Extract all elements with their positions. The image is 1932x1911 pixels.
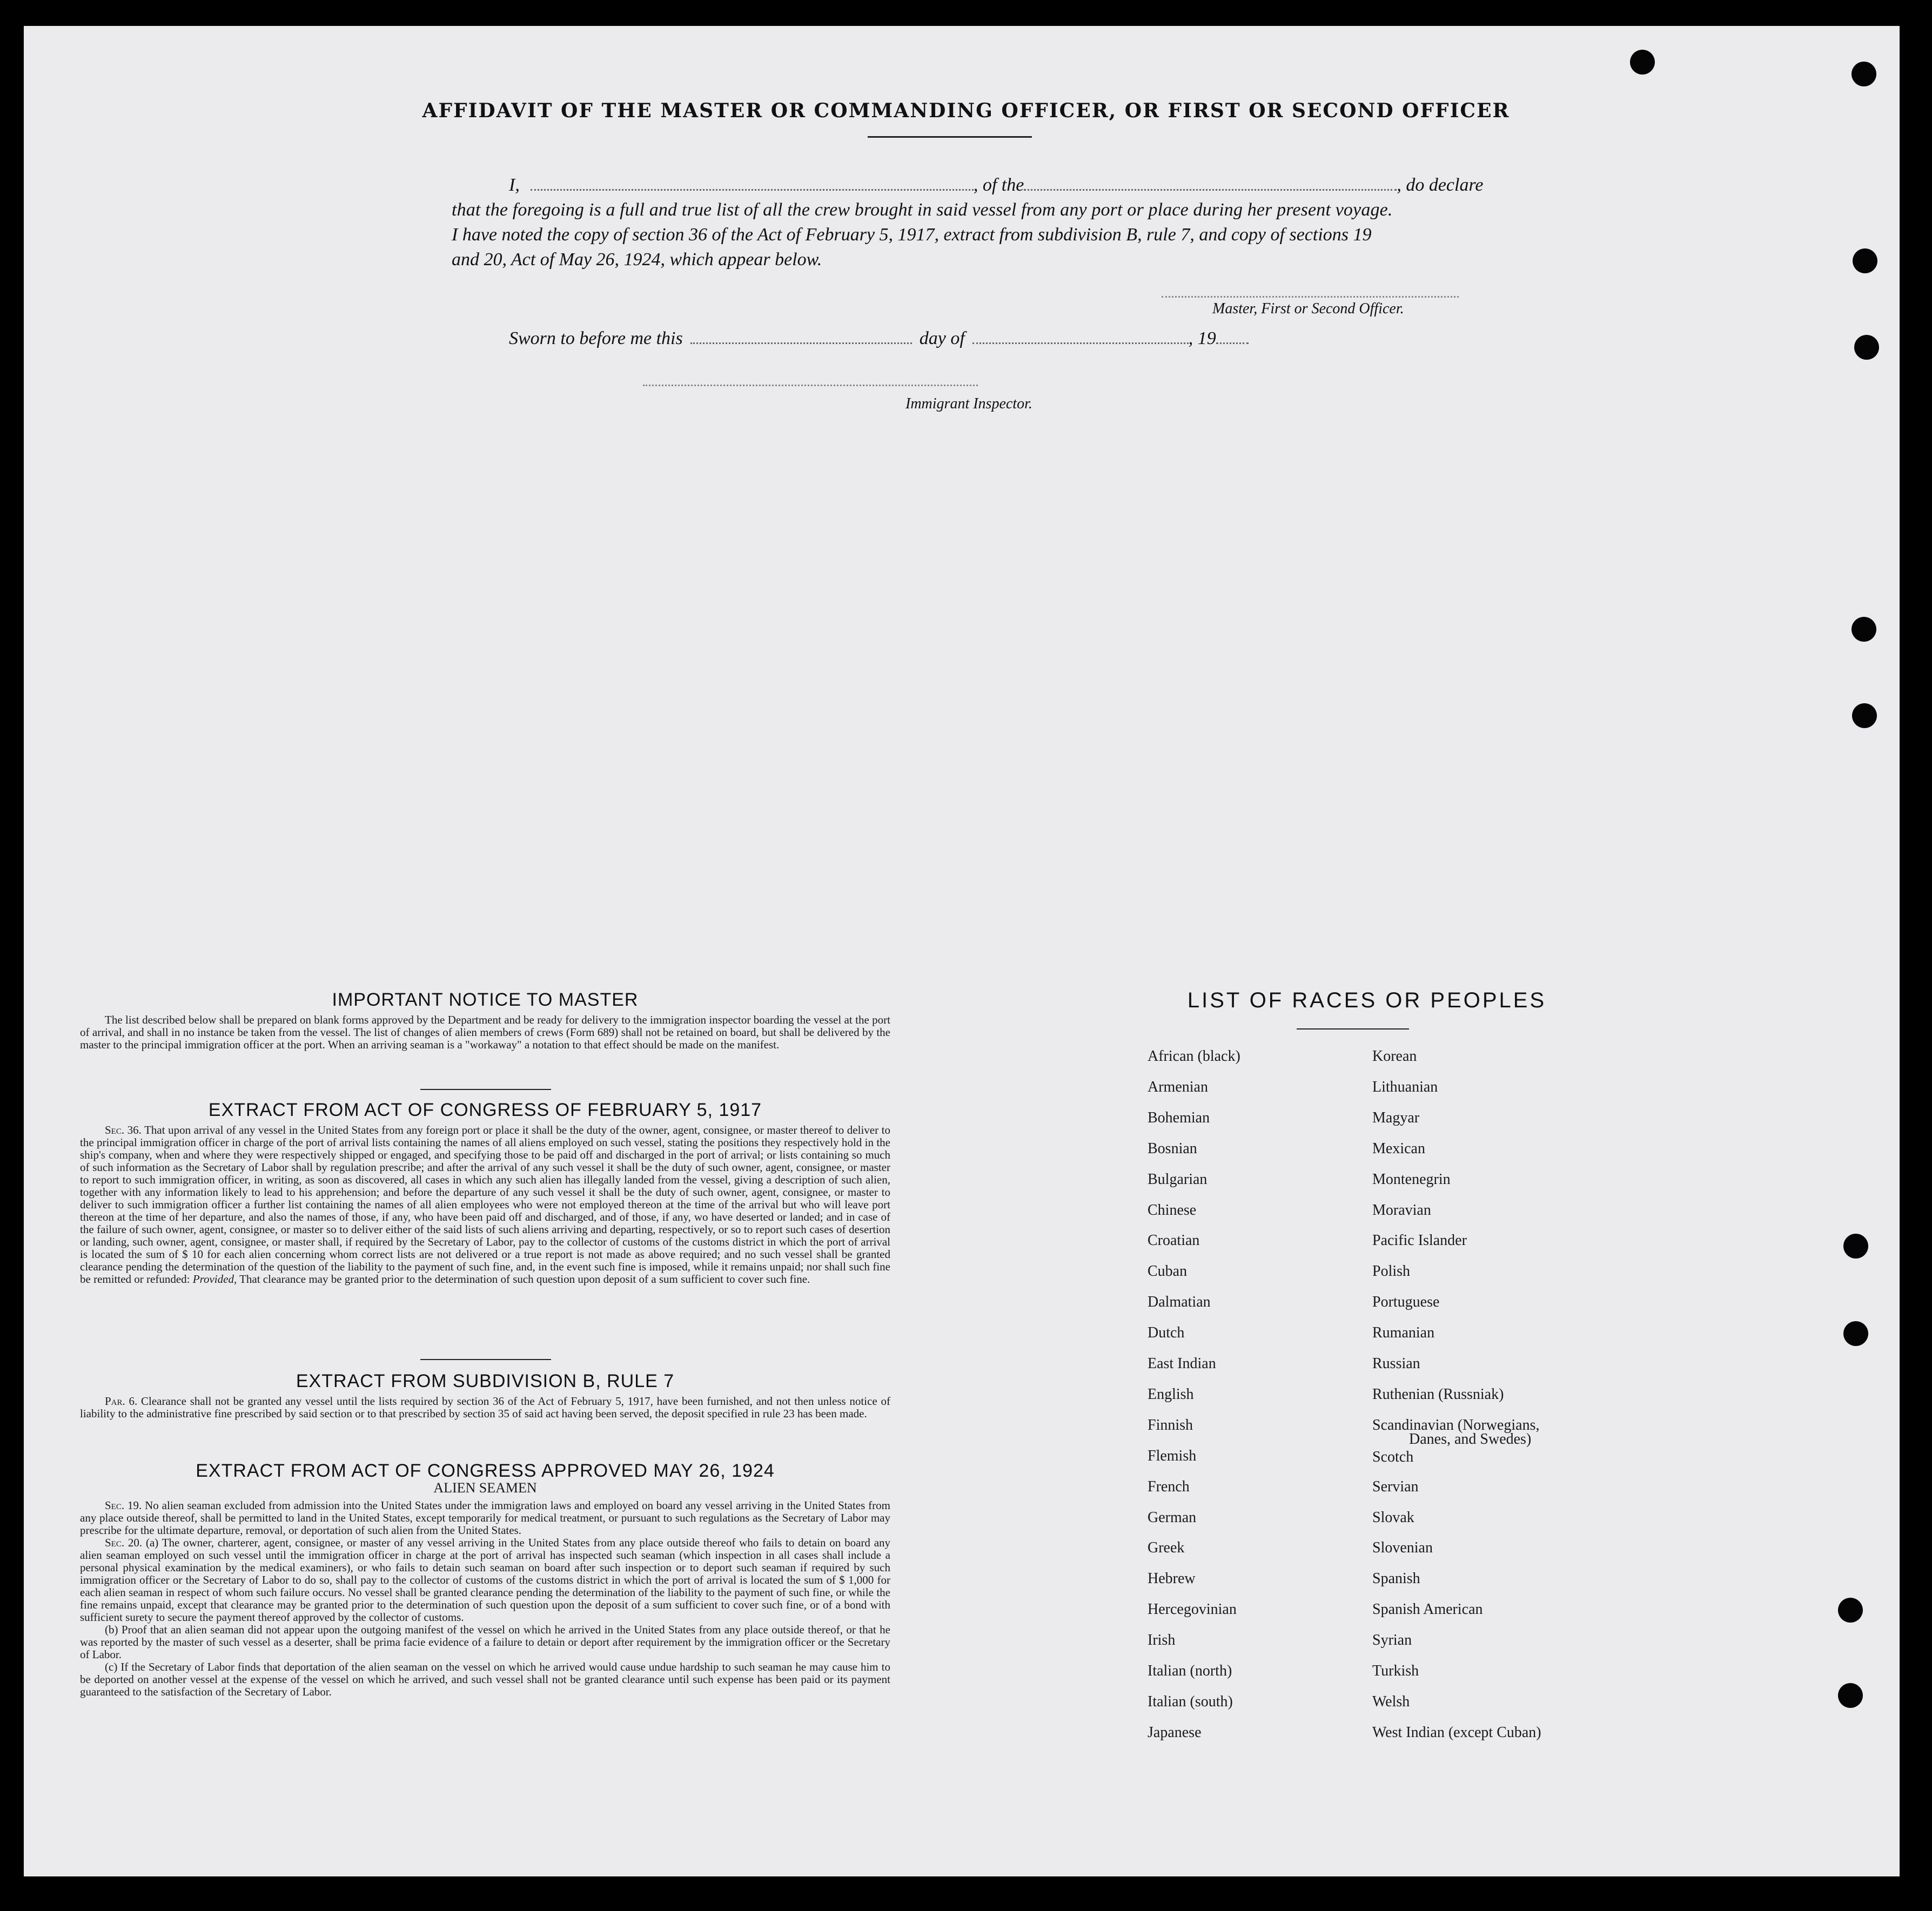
race-item: Dutch: [1148, 1324, 1185, 1341]
race-item: Slovenian: [1372, 1539, 1433, 1556]
race-item: Welsh: [1372, 1693, 1410, 1710]
sec-36-label: Sec. 36.: [105, 1123, 142, 1136]
punch-hole: [1852, 62, 1876, 86]
race-item: Flemish: [1148, 1448, 1197, 1464]
race-item: French: [1148, 1478, 1190, 1495]
race-item: Irish: [1148, 1632, 1176, 1648]
extract-1917-text: [80, 1124, 890, 1286]
race-item: Slovak: [1372, 1509, 1414, 1526]
race-item-continuation: Danes, and Swedes): [1409, 1431, 1532, 1448]
race-item: Japanese: [1148, 1724, 1202, 1741]
races-title-rule: [1297, 1028, 1409, 1029]
punch-hole: [1843, 1321, 1868, 1346]
race-item: Servian: [1372, 1478, 1419, 1495]
sworn-day-blank[interactable]: [690, 338, 912, 344]
year-label: , 19: [1188, 328, 1216, 348]
sec-19-text: No alien seaman excluded from admission into the United States under the immigration laws and employed on board any vessel arriving in the United States from any place outside thereof, shall be permitted to land in the United States, except temporarily for medical treatment, or pursuant to such regulations as the Secretary of Labor may prescribe for the ultimate departure, removal, or deportation of such alien from the United States.: [80, 1499, 890, 1537]
declaration-line-4: and 20, Act of May 26, 1924, which appear below.: [452, 250, 822, 270]
i-label: I,: [509, 175, 520, 195]
inspector-signature-line[interactable]: [643, 385, 978, 386]
race-item: Finnish: [1148, 1417, 1193, 1434]
of-the-label: , of the: [973, 175, 1024, 195]
section-rule: [420, 1359, 551, 1360]
sec-36-text-end: That clearance may be granted prior to the determination of such question upon deposit of a sum sufficient to cover such fine.: [239, 1273, 810, 1286]
race-item: Portuguese: [1372, 1294, 1440, 1310]
punch-hole: [1838, 1598, 1863, 1623]
punch-hole: [1630, 50, 1655, 75]
race-item: Bohemian: [1148, 1109, 1210, 1126]
race-item: Spanish: [1372, 1570, 1420, 1587]
extract-rule-7-text: [80, 1395, 890, 1420]
race-item: Chinese: [1148, 1202, 1197, 1219]
race-item: Lithuanian: [1372, 1079, 1438, 1095]
sworn-line: [509, 328, 1249, 349]
sworn-month-blank[interactable]: [972, 338, 1189, 344]
sec-20-label: Sec. 20.: [105, 1536, 143, 1549]
extract-1917-title: EXTRACT FROM ACT OF CONGRESS OF FEBRUARY 5, 1917: [208, 1100, 762, 1120]
race-item: Magyar: [1372, 1109, 1420, 1126]
important-notice: [80, 990, 890, 1051]
race-item: East Indian: [1148, 1355, 1216, 1372]
vessel-blank[interactable]: [1024, 185, 1397, 191]
race-item: Ruthenian (Russniak): [1372, 1386, 1504, 1403]
sec-20a-text: (a) The owner, charterer, agent, consignee, or master of any vessel arriving in the United States from any place outside thereof who fails to detain on board any alien seaman employed on such vessel until the immigration officer in charge at the port of arrival has inspected such seaman (which inspection in all cases shall include a personal physical examination by the medical examiners), or who fails to detain such seaman on board after such inspection or to deport such seaman if required by such immigration officer or the Secretary of Labor to do so, shall pay to the collector of customs of the customs district in which the port of arrival is located the sum of $ 1,000 for each alien seaman in respect of whom such failure occurs. No vessel shall be granted clearance pending the determination of the liability to the payment of such fine, or while the fine remains unpaid, except that clearance may be granted prior to the determination of such question upon the deposit of a sum sufficient to cover such fine, or of a bond with sufficient surety to secure the payment thereof approved by the collector of customs.: [80, 1536, 891, 1624]
race-item: Armenian: [1148, 1079, 1208, 1095]
race-item: Montenegrin: [1372, 1171, 1451, 1188]
race-item: Greek: [1148, 1539, 1185, 1556]
race-item: English: [1148, 1386, 1194, 1403]
race-item: Korean: [1372, 1048, 1417, 1065]
race-item: Croatian: [1148, 1232, 1200, 1249]
punch-hole: [1838, 1683, 1863, 1708]
race-item: Hebrew: [1148, 1570, 1196, 1587]
race-item: Italian (north): [1148, 1663, 1232, 1679]
affidavit-declaration: [452, 173, 1500, 272]
sec-19: [80, 1499, 890, 1537]
notice-text: The list described below shall be prepared on blank forms approved by the Department and be ready for delivery to the immigration inspector boarding the vessel at the port of arrival, and shall in no instance be taken from the vessel. The list of changes of alien members of crews (Form 689) shall not be retained on board, but shall be delivered by the master to the principal immigration officer at the port. When an arriving seaman is a "workaway" a notation to that effect should be made on the manifest.: [80, 1013, 890, 1051]
race-item: Mexican: [1372, 1140, 1425, 1157]
race-item: Spanish American: [1372, 1601, 1483, 1618]
affidavit-title: AFFIDAVIT OF THE MASTER OR COMMANDING OFFICER, OR FIRST OR SECOND OFFICER: [422, 99, 1510, 122]
signature-line[interactable]: [1162, 296, 1459, 298]
section-rule: [420, 1089, 551, 1090]
declaration-line-3: I have noted the copy of section 36 of the Act of February 5, 1917, extract from subdivision B, rule 7, and copy of sections 19: [452, 225, 1372, 245]
race-item: Russian: [1372, 1355, 1420, 1372]
race-item: Cuban: [1148, 1263, 1188, 1280]
sec-19-label: Sec. 19.: [105, 1499, 142, 1512]
race-item: Moravian: [1372, 1202, 1431, 1219]
punch-hole: [1852, 617, 1876, 642]
race-item: Dalmatian: [1148, 1294, 1211, 1310]
extract-rule-7: [80, 1371, 890, 1420]
declaration-line-1: [452, 173, 1500, 198]
race-item: Italian (south): [1148, 1693, 1233, 1710]
race-item: Pacific Islander: [1372, 1232, 1467, 1249]
day-of-label: day of: [919, 328, 965, 348]
do-declare-label: , do declare: [1397, 175, 1484, 195]
sec-20b: (b) Proof that an alien seaman did not appear upon the outgoing manifest of the vessel on which he arrived in the United States from any place outside thereof, or that he was reported by the master of such vessel as a deserter, shall be prima facie evidence of a failure to detain or deport after requirement by the immigration officer or the Secretary of Labor.: [80, 1623, 890, 1661]
extract-rule-7-title: EXTRACT FROM SUBDIVISION B, RULE 7: [296, 1371, 675, 1391]
provided-label: Provided,: [192, 1273, 237, 1286]
punch-hole: [1852, 703, 1877, 728]
par-6-label: Par. 6.: [105, 1395, 138, 1408]
extract-1924-title: EXTRACT FROM ACT OF CONGRESS APPROVED MAY 26, 1924: [196, 1461, 775, 1481]
race-item: Hercegovinian: [1148, 1601, 1237, 1618]
title-rule: [868, 136, 1032, 138]
extract-1924: [80, 1461, 891, 1698]
race-item: Rumanian: [1372, 1324, 1435, 1341]
punch-hole: [1854, 335, 1879, 360]
race-item: Bosnian: [1148, 1140, 1197, 1157]
signature-caption: Master, First or Second Officer.: [1212, 300, 1404, 317]
extract-1917: [80, 1100, 890, 1286]
sworn-year-blank[interactable]: [1216, 338, 1249, 344]
alien-seamen-subtitle: ALIEN SEAMEN: [433, 1480, 537, 1496]
race-item: West Indian (except Cuban): [1372, 1724, 1541, 1741]
sec-20a: [80, 1537, 890, 1624]
race-item: Bulgarian: [1148, 1171, 1208, 1188]
punch-hole: [1853, 248, 1877, 273]
par-6-text: Clearance shall not be granted any vessel until the lists required by section 36 of the Act of February 5, 1917, have been furnished, and not then unless notice of liability to the administrative fine prescribed by said section or to that prescribed by section 35 of said act having been served, the deposit specified in rule 23 has been made.: [80, 1395, 890, 1420]
race-item: Scotch: [1372, 1449, 1414, 1465]
sworn-label: Sworn to before me this: [509, 328, 683, 348]
declaration-line-2: that the foregoing is a full and true list of all the crew brought in said vessel from any port or place during her present voyage.: [452, 200, 1393, 220]
notice-title: IMPORTANT NOTICE TO MASTER: [332, 990, 639, 1010]
sec-20c: (c) If the Secretary of Labor finds that deportation of the alien seaman on the vessel on which he arrived would cause undue hardship to such seaman he may cause him to be deported on another vessel at the expense of the vessel on which he arrived, and such vessel shall not be granted clearance until such expense has been paid or its payment guaranteed to the satisfaction of the Secretary of Labor.: [80, 1660, 890, 1698]
race-item: German: [1148, 1509, 1197, 1526]
name-blank[interactable]: [531, 185, 974, 191]
punch-hole: [1843, 1234, 1868, 1259]
races-title: LIST OF RACES OR PEOPLES: [1187, 988, 1547, 1012]
race-item: Scandinavian (Norwegians,: [1372, 1417, 1540, 1434]
sec-36-text: That upon arrival of any vessel in the United States from any foreign port or place it shall be the duty of the owner, agent, consignee, or master thereof to deliver to the principal immigration officer in charge of the port of arrival lists containing the names of all aliens employed on such vessel, stating the positions they respectively hold in the ship's company, when and where they were respectively shipped or engaged, and specifying those to be paid off and discharged in the port of arrival; or lists containing so much of such information as the Secretary of Labor shall by regulation prescribe; and after the arrival of any such vessel it shall be the duty of such owner, agent, consignee, or master to report to such immigration officer, in writing, as soon as discovered, all cases in which any such alien has illegally landed from the vessel, giving a description of such alien, together with any information likely to lead to his apprehension; and before the departure of any such vessel it shall be the duty of such owner, agent, consignee, or master to deliver to such immigration officer a further list containing the names of all alien employees who were not employed thereon at the time of the arrival but who will leave port thereon at the time of her departure, and also the names of those, if any, who have been paid off and discharged, and of those, if any, wo have deserted or landed; and in case of the failure of such owner, agent, consignee, or master so to deliver either of the said lists of such aliens arriving and departing, respectively, or so to report such cases of desertion or landing, such owner, agent, consignee, or master shall, if required by the Secretary of Labor, pay to the collector of customs of the customs district in which the port of arrival is located the sum of $ 10 for each alien concerning whom correct lists are not delivered or a true report is not made as above required; and no such vessel shall be granted clearance pending the determination of the question of the liability to the payment of such fine, and, in the event such fine is imposed, while it remains unpaid; nor shall such fine be remitted or refunded:: [80, 1123, 890, 1286]
race-item: Turkish: [1372, 1663, 1419, 1679]
inspector-caption: Immigrant Inspector.: [905, 395, 1032, 412]
race-item: Polish: [1372, 1263, 1411, 1280]
race-item: Syrian: [1372, 1632, 1412, 1648]
race-item: African (black): [1148, 1048, 1240, 1065]
